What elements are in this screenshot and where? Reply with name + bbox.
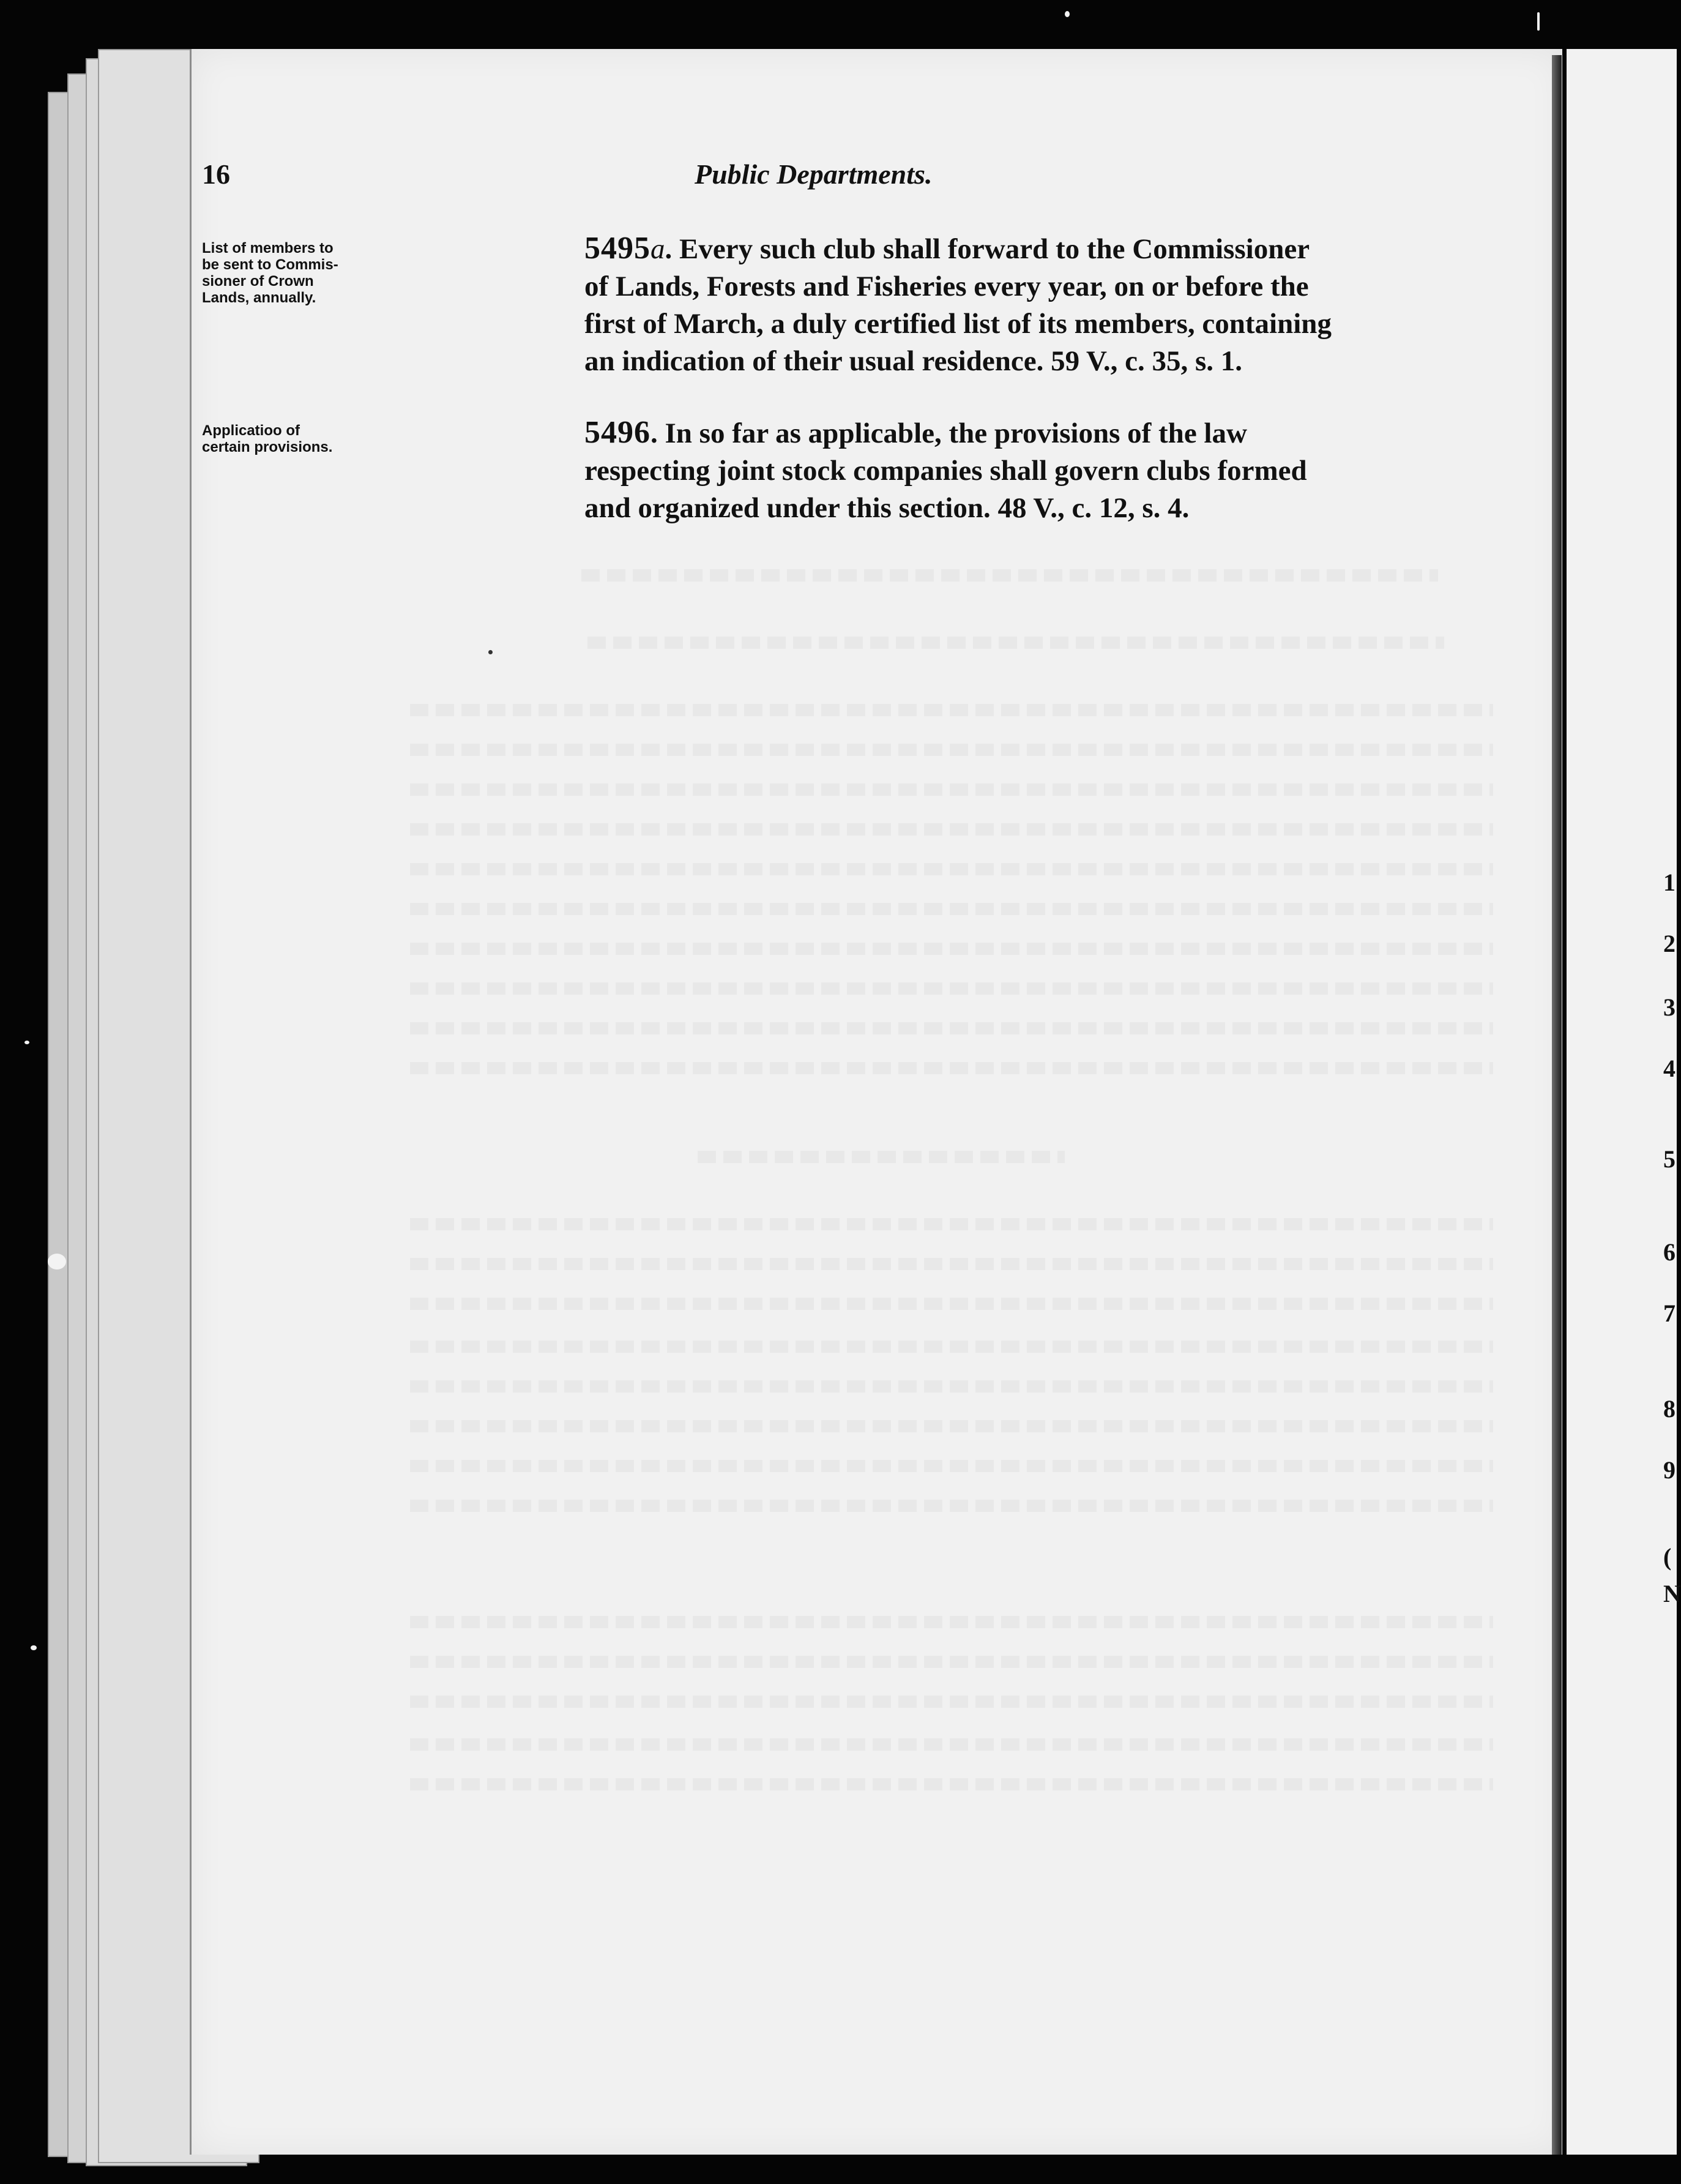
bleed-through-text	[698, 1151, 1065, 1163]
bleed-through-text	[410, 704, 1493, 716]
section-line: and organized under this section. 48 V., c. 12, s. 4.	[584, 492, 1190, 524]
facing-page-number: 6	[1663, 1238, 1675, 1266]
facing-page-number: 4	[1663, 1055, 1675, 1082]
section-line: an indication of their usual residence. 59 V., c. 35, s. 1.	[584, 345, 1243, 377]
facing-page-number: 7	[1663, 1300, 1675, 1327]
bleed-through-text	[410, 903, 1493, 915]
bleed-through-text	[587, 637, 1444, 649]
bleed-through-text	[410, 744, 1493, 756]
running-head	[202, 158, 1181, 195]
bleed-through-text	[410, 783, 1493, 796]
section-5495a	[584, 230, 1472, 380]
section-text: . Every such club shall forward to the Commissioner	[665, 233, 1310, 265]
ink-dot	[488, 650, 493, 654]
facing-page-number: 3	[1663, 993, 1675, 1021]
dust-speck	[1537, 12, 1540, 31]
page-title: Public Departments.	[695, 159, 933, 190]
bleed-through-text	[410, 1420, 1493, 1432]
section-line	[584, 414, 1472, 452]
margin-note-line: be sent to Commis-	[202, 256, 338, 273]
bleed-through-text	[410, 982, 1493, 995]
bleed-through-text	[410, 823, 1493, 836]
margin-note	[202, 240, 386, 306]
dust-speck	[31, 1645, 37, 1650]
facing-page-number: 9	[1663, 1456, 1675, 1484]
section-line: of Lands, Forests and Fisheries every year, on or before the	[584, 271, 1309, 302]
bleed-through-text	[410, 863, 1493, 875]
facing-page-number: 1	[1663, 869, 1675, 896]
bleed-through-text	[410, 1500, 1493, 1512]
dust-speck	[1065, 11, 1070, 17]
section-number: 5495	[584, 231, 650, 266]
facing-page-number: 8	[1663, 1395, 1675, 1423]
margin-note-line: Applicatioo of	[202, 422, 300, 439]
bleed-through-text	[410, 1298, 1493, 1310]
bleed-through-text	[410, 1738, 1493, 1751]
bleed-through-text	[410, 1380, 1493, 1393]
bleed-through-text	[410, 1616, 1493, 1628]
section-number: 5496	[584, 415, 650, 450]
bleed-through-text	[410, 1258, 1493, 1270]
bleed-through-text	[410, 1218, 1493, 1230]
facing-page	[1567, 49, 1677, 2155]
margin-note-line: certain provisions.	[202, 439, 333, 455]
facing-page-number: (	[1663, 1543, 1672, 1571]
section-line: respecting joint stock companies shall govern clubs formed	[584, 455, 1307, 487]
section-text: . In so far as applicable, the provisions of the law	[650, 417, 1247, 449]
bleed-through-text	[410, 1460, 1493, 1472]
page-gutter-shadow	[1552, 55, 1562, 2155]
page-number: 16	[202, 159, 230, 190]
margin-note-line: List of members to	[202, 240, 334, 256]
margin-note-line: Lands, annually.	[202, 290, 316, 306]
bleed-through-text	[410, 1656, 1493, 1668]
bleed-through-text	[410, 943, 1493, 955]
facing-page-number: 2	[1663, 930, 1675, 957]
section-line	[584, 230, 1472, 268]
dust-speck	[48, 1254, 66, 1270]
bleed-through-text	[410, 1778, 1493, 1790]
bleed-through-text	[410, 1022, 1493, 1034]
facing-page-number: 5	[1663, 1145, 1675, 1173]
dust-speck	[24, 1041, 29, 1044]
margin-note	[202, 422, 386, 455]
bleed-through-text	[410, 1062, 1493, 1074]
bleed-through-text	[410, 1696, 1493, 1708]
bleed-through-text	[581, 569, 1438, 582]
section-line: first of March, a duly certified list of its members, containing	[584, 308, 1332, 340]
section-5496	[584, 414, 1472, 527]
margin-note-line: sioner of Crown	[202, 273, 314, 290]
section-suffix: a	[650, 233, 665, 265]
bleed-through-text	[410, 1341, 1493, 1353]
facing-page-number: N	[1663, 1580, 1681, 1607]
